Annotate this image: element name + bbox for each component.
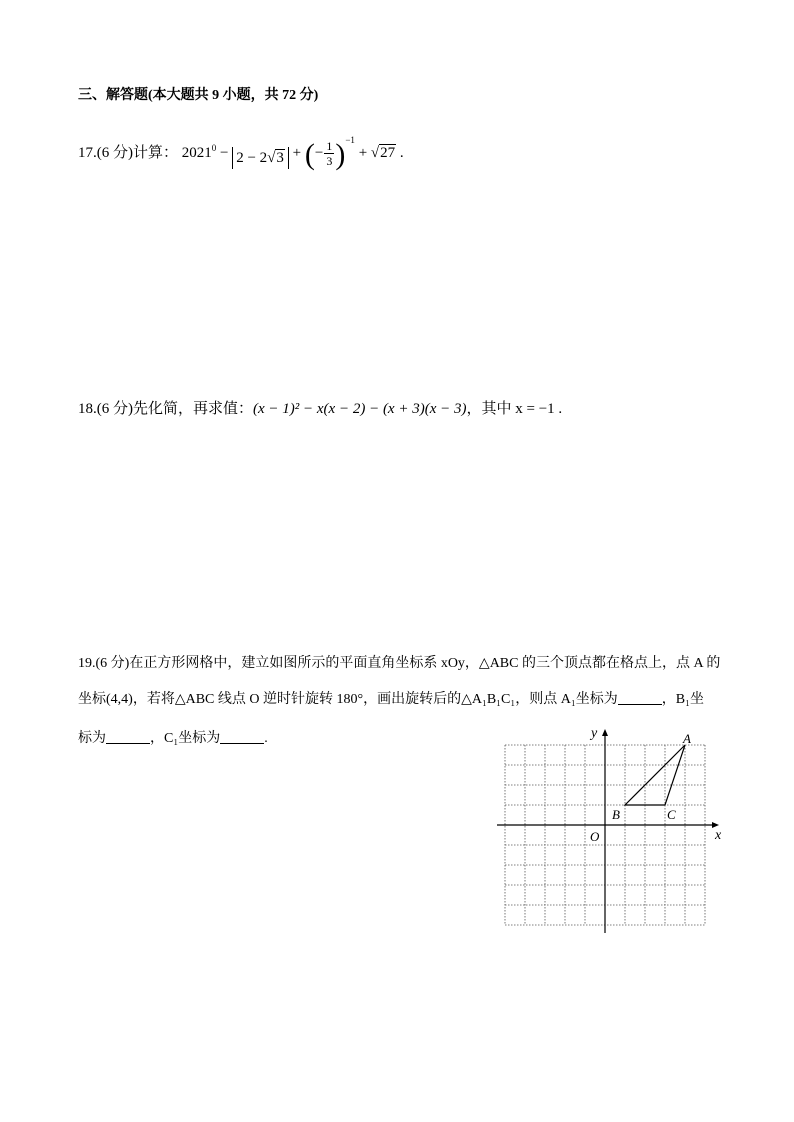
answer-blank-a1[interactable] — [618, 690, 662, 705]
question-18 — [78, 399, 562, 419]
q19-line2 — [78, 690, 704, 710]
point-a-label: A — [683, 731, 691, 746]
q18-prefix: 18.(6 分)先化简，再求值： — [78, 401, 253, 417]
q17-exp-neg1: −1 — [345, 135, 355, 145]
q17-abs-content: 2 − 2 — [236, 150, 268, 166]
q19-line1: 19.(6 分)在正方形网格中，建立如图所示的平面直角坐标系 xOy，△ABC 的三个顶点都在格点上，点 A 的 — [78, 656, 721, 671]
q17-minus: − — [220, 145, 229, 161]
section-header: 三、解答题(本大题共 9 小题，共 72 分) — [78, 88, 319, 103]
answer-blank-c1[interactable] — [220, 729, 264, 744]
q18-suffix: ，其中 x = −1 . — [466, 401, 563, 417]
y-axis-arrow — [602, 729, 608, 736]
q19-line3-mid: ，C₁坐标为 — [150, 731, 221, 746]
coordinate-grid-figure — [495, 725, 730, 955]
q19-line2-tail: ，B₁坐 — [661, 692, 704, 707]
question-17: 17.(6 分)计算： 2021$^0$ − 2 − 2√3 + (− $\frac{1}{3}$ )$^{-1}$ + √27 . — [78, 135, 404, 171]
point-b-label: B — [612, 807, 620, 822]
q17-plus1: + — [292, 145, 302, 161]
answer-blank-b1[interactable] — [106, 729, 150, 744]
point-c-label: C — [667, 807, 676, 822]
q17-sqrt27: 27 — [380, 145, 396, 161]
q19-line2-text: 坐标(4,4)，若将△ABC 线点 O 逆时针旋转 180°，画出旋转后的△A₁B₁C₁，则点 A₁坐标为 — [78, 692, 618, 707]
y-axis-label: y — [591, 726, 598, 741]
q17-frac-num: 1 — [326, 139, 333, 154]
q17-prefix: 17.(6 分)计算： — [78, 145, 178, 161]
q19-line3-end: . — [264, 731, 268, 746]
triangle-abc — [625, 745, 685, 805]
q17-fraction — [324, 139, 334, 168]
q17-plus2: + — [358, 145, 368, 161]
q18-expression: (x − 1)² − x(x − 2) − (x + 3)(x − 3) — [253, 401, 467, 417]
origin-label: O — [590, 829, 600, 844]
q17-abs-sqrt: 3 — [276, 150, 284, 166]
q17-exp0: 0 — [211, 143, 217, 153]
q19-line3-text: 标为 — [78, 731, 106, 746]
q17-frac-den: 3 — [326, 154, 333, 169]
q19-line3 — [78, 729, 268, 749]
q17-neg: − — [314, 145, 324, 161]
x-axis-label: x — [715, 828, 722, 843]
q17-abs-value: 2 − 2√3 — [232, 147, 289, 169]
q17-lparen: ( — [304, 138, 315, 171]
q17-rparen: ) — [335, 138, 346, 171]
q17-end: . — [399, 145, 404, 161]
q17-base: 2021 — [181, 145, 212, 161]
